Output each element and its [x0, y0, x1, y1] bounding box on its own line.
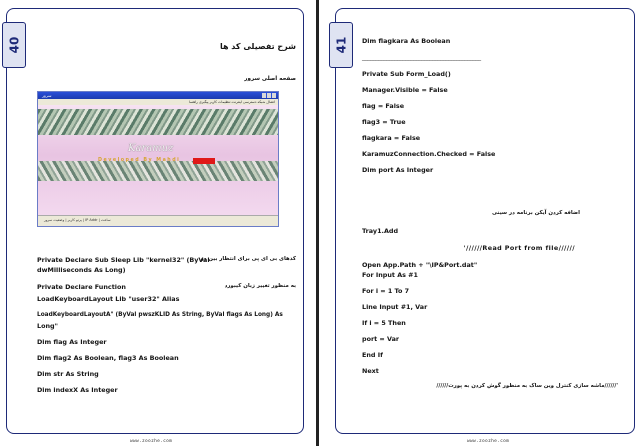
code-line: LoadKeyboardLayoutA" (ByVal pwszKLID As String, ByVal flags As Long) As: [37, 312, 283, 318]
code-comment: '//////ماشه سازی کنترل وین ساک به منظور گوش کردن به پورت//////: [436, 383, 618, 389]
code-line: flag = False: [362, 102, 405, 110]
page-heading: شرح تفصیلی کد ها: [219, 42, 296, 51]
vine-pattern-top: [38, 109, 278, 135]
code-line: flag3 = True: [362, 118, 406, 126]
code-line: LoadKeyboardLayout Lib "user32" Alias: [37, 295, 180, 303]
window-controls-icon: [262, 93, 276, 98]
page-number: 40: [6, 36, 21, 54]
code-line: Dim flagkara As Boolean: [362, 37, 451, 45]
code-line: Dim port As Integer: [362, 166, 434, 174]
code-line: Dim flag As Integer: [37, 338, 107, 346]
code-line: port = Var: [362, 335, 400, 343]
code-comment: کدهای بی ای پی برای انتظار بین دو: [200, 256, 296, 262]
page-number-tab: [329, 22, 353, 68]
code-line: Dim str As String: [37, 370, 99, 378]
app-title-bar: [38, 92, 278, 99]
code-line: flagkara = False: [362, 134, 421, 142]
app-status-bar: [38, 215, 278, 226]
code-line: KaramuzConnection.Checked = False: [362, 150, 496, 158]
embedded-app-screenshot: [37, 91, 279, 227]
code-line: Line Input #1, Var: [362, 303, 428, 311]
code-line: End If: [362, 351, 383, 359]
section-subheading: صفحه اصلی سرور: [244, 76, 296, 82]
page-number-tab: [2, 22, 26, 68]
developer-credit: Developed By Mahdi: [98, 158, 181, 163]
footer-url: www.zoozhe.com: [467, 439, 510, 444]
app-title: سرور: [42, 92, 52, 98]
code-line: Private Declare Function: [37, 283, 126, 291]
code-line: For Input As #1: [362, 271, 418, 279]
footer-url: www.zoozhe.com: [130, 439, 173, 444]
code-line: Manager.Visible = False: [362, 86, 448, 94]
vine-pattern-bottom: [38, 161, 278, 181]
code-line: Long": [37, 322, 58, 330]
app-logo: Karamuz: [128, 143, 174, 154]
code-line: Private Sub Form_Load(): [362, 70, 451, 78]
red-marker: [193, 158, 215, 164]
app-background-art: [38, 105, 278, 216]
left-page: [0, 0, 316, 446]
code-line: Private Declare Sub Sleep Lib "kernel32" (ByVal: [37, 256, 210, 264]
code-comment: به منظور تغییر زبان کیبورد: [224, 283, 296, 289]
code-comment: اضافه کردن آیکن برنامه در سینی: [491, 210, 580, 216]
app-menu-items: اتصال شبکه دسترسی اینترنت تنظیمات کاربر پیگیری راهنما: [189, 99, 275, 104]
code-line: dwMilliseconds As Long): [37, 266, 126, 274]
code-line: Tray1.Add: [362, 227, 399, 235]
code-comment: '//////Read Port from file//////: [463, 244, 575, 252]
separator-line: ____________________________________________: [362, 53, 481, 61]
code-line: For i = 1 To 7: [362, 287, 410, 295]
code-line: Dim flag2 As Boolean, flag3 As Boolean: [37, 354, 179, 362]
code-line: If i = 5 Then: [362, 319, 406, 327]
code-line: Next: [362, 367, 379, 375]
page-number: 41: [333, 36, 348, 54]
right-page: [319, 0, 640, 446]
code-line: Open App.Path + "\IP&Port.dat": [362, 261, 478, 269]
code-line: Dim indexX As Integer: [37, 386, 118, 394]
app-status-text: پرتو کاربر | وضعیت سرور | IP Addr | ساعت: [44, 218, 111, 222]
